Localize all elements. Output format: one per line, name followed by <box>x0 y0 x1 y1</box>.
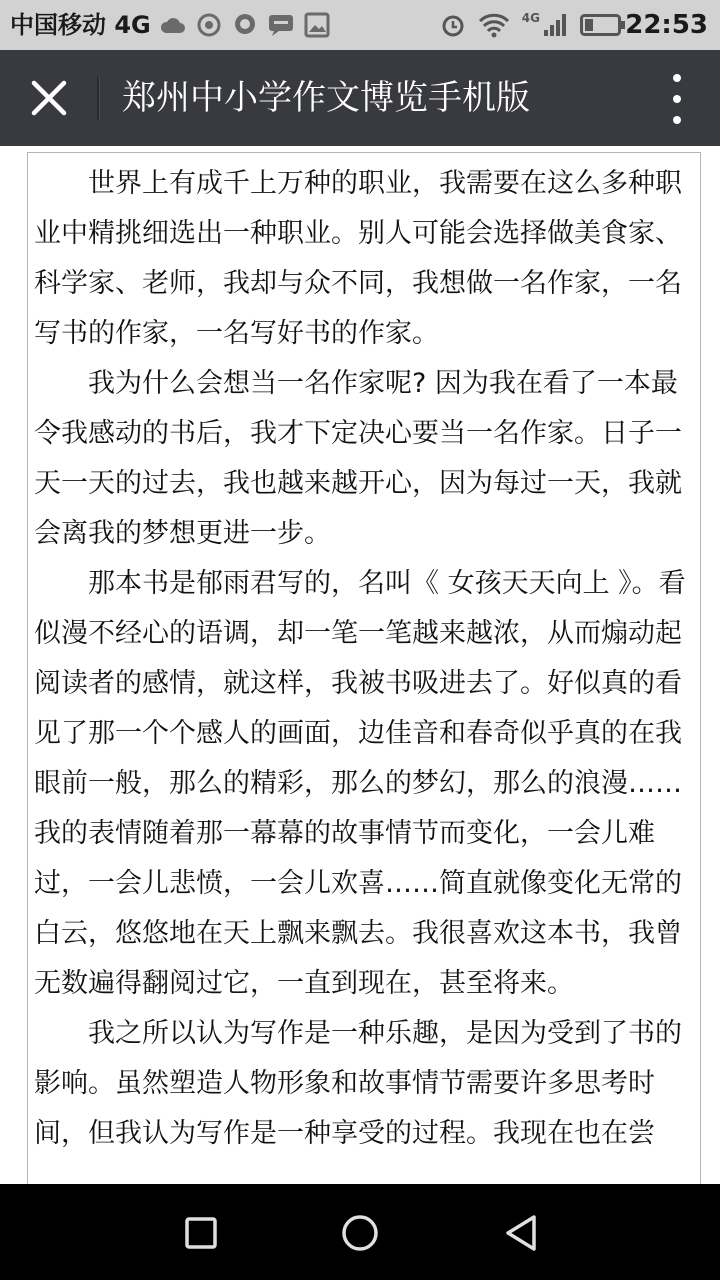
page-title: 郑州中小学作文博览手机版 <box>122 78 530 118</box>
more-vertical-icon-dot <box>673 116 681 124</box>
status-bar <box>0 0 720 50</box>
notification-icons <box>160 10 330 40</box>
more-vertical-icon-dot <box>673 74 681 82</box>
back-button[interactable] <box>496 1208 546 1258</box>
alarm-icon <box>440 12 466 38</box>
home-circle-icon <box>335 1208 385 1258</box>
article-paragraph: 那本书是郁雨君写的，名叫《 女孩天天向上 》。看似漫不经心的语调，却一笔一笔越来越浓，从而煽动起阅读者的感情，就这样，我被书吸进去了。好似真的看见了那一个个感人的画面，边佳音和春奇似乎真的在我眼前一般，那么的精彩，那么的梦幻，那么的浪漫……我的表情随着那一幕幕的故事情节而变化，一会儿难过，一会儿悲愤，一会儿欢喜……简直就像变化无常的白云，悠悠地在天上飘来飘去。我很喜欢这本书，我曾无数遍得翻阅过它，一直到现在，甚至将来。 <box>34 568 686 999</box>
wifi-icon <box>478 12 510 38</box>
more-vertical-icon-dot <box>673 95 681 103</box>
home-button[interactable] <box>335 1208 385 1258</box>
network-type-label: 4G <box>521 11 540 25</box>
navigation-bar <box>0 1184 720 1280</box>
image-icon <box>304 12 330 38</box>
message-icon <box>268 13 294 37</box>
system-icons <box>440 8 626 42</box>
close-icon <box>14 63 84 133</box>
back-triangle-icon <box>496 1208 546 1258</box>
recents-square-icon <box>176 1208 226 1258</box>
cloud-icon <box>160 15 186 35</box>
header-divider <box>97 76 100 120</box>
article-paragraph: 我为什么会想当一名作家呢? 因为我在看了一本最令我感动的书后，我才下定决心要当一名作家。日子一天一天的过去，我也越来越开心，因为每过一天，我就会离我的梦想更进一步。 <box>34 368 682 549</box>
chat-bubble-icon <box>232 12 258 38</box>
battery-icon <box>580 13 626 37</box>
recents-button[interactable] <box>176 1208 226 1258</box>
close-button[interactable] <box>14 63 84 133</box>
app-header <box>0 50 720 146</box>
clock: 22:53 <box>625 10 708 40</box>
article-content[interactable] <box>27 152 701 1184</box>
article-paragraph: 我之所以认为写作是一种乐趣，是因为受到了书的影响。虽然塑造人物形象和故事情节需要许多思考时间，但我认为写作是一种享受的过程。我现在也在尝 <box>34 1018 682 1149</box>
carrier-label: 中国移动 4G <box>10 11 151 39</box>
radar-icon <box>196 12 222 38</box>
more-options-button[interactable] <box>664 74 690 124</box>
article-paragraph: 世界上有成千上万种的职业，我需要在这么多种职业中精挑细选出一种职业。别人可能会选择做美食家、科学家、老师，我却与众不同，我想做一名作家，一名写书的作家，一名写好书的作家。 <box>34 168 682 349</box>
signal-icon <box>542 12 568 38</box>
